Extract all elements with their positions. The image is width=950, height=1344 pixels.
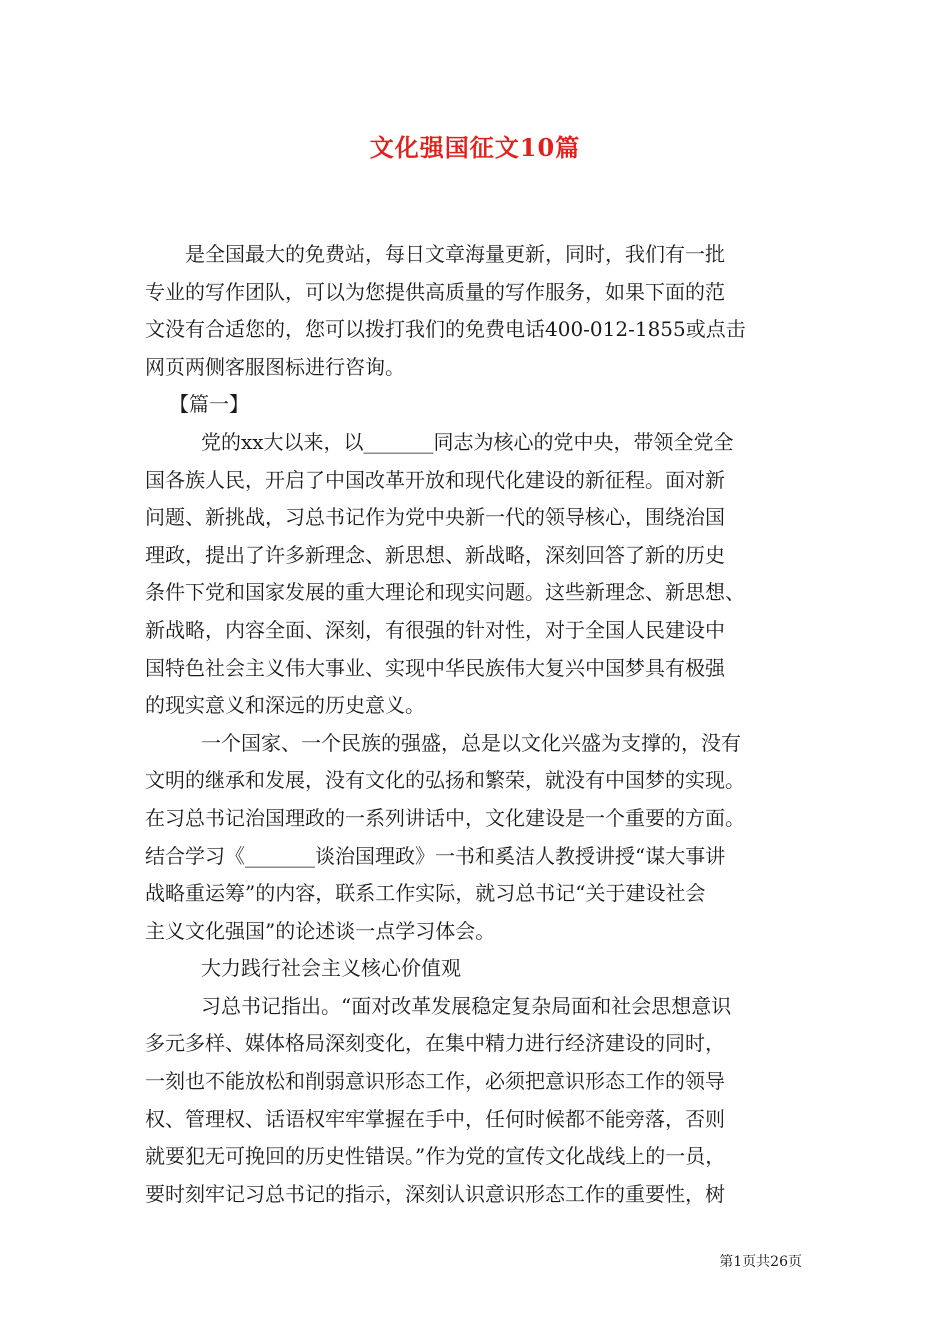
body-line [145, 499, 805, 537]
line-text: 就要犯无可挽回的历史性错误。”作为党的宣传文化战线上的一员， [145, 1144, 726, 1169]
body-line [145, 1138, 805, 1176]
line-text: 主义文化强国”的论述谈一点学习体会。 [145, 918, 496, 943]
body-line [145, 875, 805, 913]
line-text: 国各族人民，开启了中国改革开放和现代化建设的新征程。面对新 [145, 467, 725, 492]
body-line [145, 574, 805, 612]
body-line [145, 537, 805, 575]
body-line [145, 725, 805, 763]
body-line [145, 800, 805, 838]
line-text: 一个国家、一个民族的强盛，总是以文化兴盛为支撑的，没有 [201, 730, 741, 755]
body-line [145, 1025, 805, 1063]
line-text: 在习总书记治国理政的一系列讲话中，文化建设是一个重要的方面。 [145, 805, 745, 830]
line-text: 党的xx大以来，以_______同志为核心的党中央，带领全党全 [201, 429, 734, 454]
body-line [145, 762, 805, 800]
document-title: 文化强国征文10篇 [369, 133, 581, 162]
section-heading [145, 386, 805, 424]
body-line [145, 424, 805, 462]
line-text: 文明的继承和发展，没有文化的弘扬和繁荣，就没有中国梦的实现。 [145, 768, 745, 793]
body-line [145, 612, 805, 650]
body-line [145, 236, 805, 274]
body-line [145, 462, 805, 500]
body-line [145, 838, 805, 876]
line-text: 新战略，内容全面、深刻，有很强的针对性，对于全国人民建设中 [145, 617, 725, 642]
page-number: 第1页共26页 [719, 1254, 802, 1270]
body-line [145, 349, 805, 387]
line-text: 国特色社会主义伟大事业、实现中华民族伟大复兴中国梦具有极强 [145, 655, 725, 680]
body-line [145, 311, 805, 349]
line-text: 结合学习《_______谈治国理政》一书和奚洁人教授讲授“谋大事讲 [145, 843, 726, 868]
document-body [145, 236, 805, 1213]
body-line [145, 687, 805, 725]
line-text: 一刻也不能放松和削弱意识形态工作，必须把意识形态工作的领导 [145, 1069, 725, 1094]
line-text: 文没有合适您的，您可以拨打我们的免费电话400-012-1855或点击 [145, 317, 746, 342]
body-line [145, 274, 805, 312]
body-line [145, 988, 805, 1026]
line-text: 是全国最大的免费站，每日文章海量更新，同时，我们有一批 [185, 242, 725, 266]
line-text: 专业的写作团队，可以为您提供高质量的写作服务，如果下面的范 [145, 279, 725, 304]
body-line [145, 1063, 805, 1101]
body-line [145, 1176, 805, 1214]
line-text: 理政，提出了许多新理念、新思想、新战略，深刻回答了新的历史 [145, 542, 725, 567]
body-line [145, 913, 805, 951]
body-line [145, 650, 805, 688]
line-text: 【篇一】 [169, 392, 249, 417]
line-text: 习总书记指出。“面对改革发展稳定复杂局面和社会思想意识 [201, 993, 732, 1018]
body-line [145, 1101, 805, 1139]
line-text: 多元多样、媒体格局深刻变化，在集中精力进行经济建设的同时， [145, 1031, 725, 1056]
line-text: 要时刻牢记习总书记的指示，深刻认识意识形态工作的重要性，树 [145, 1181, 725, 1206]
line-text: 的现实意义和深远的历史意义。 [145, 693, 425, 718]
line-text: 权、管理权、话语权牢牢掌握在手中，任何时候都不能旁落，否则 [145, 1106, 725, 1131]
line-text: 大力践行社会主义核心价值观 [201, 956, 461, 981]
line-text: 战略重运筹”的内容，联系工作实际，就习总书记“关于建设社会 [145, 881, 706, 906]
line-text: 问题、新挑战，习总书记作为党中央新一代的领导核心，围绕治国 [145, 505, 725, 530]
subheading [145, 950, 805, 988]
line-text: 网页两侧客服图标进行咨询。 [145, 354, 405, 379]
line-text: 条件下党和国家发展的重大理论和现实问题。这些新理念、新思想、 [145, 580, 745, 605]
